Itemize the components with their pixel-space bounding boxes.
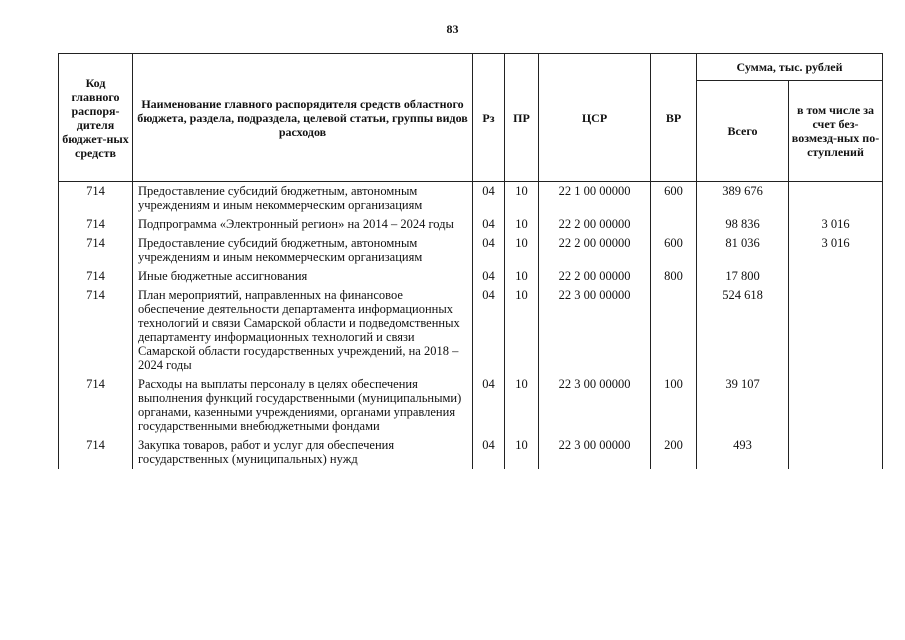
- cell-name: Закупка товаров, работ и услуг для обеспечения государственных (муниципальных) нужд: [133, 436, 473, 469]
- cell-vr: [651, 286, 697, 375]
- cell-pr: 10: [505, 375, 539, 436]
- cell-total: 81 036: [697, 234, 789, 267]
- cell-pr: 10: [505, 215, 539, 234]
- cell-total: 493: [697, 436, 789, 469]
- table-row: [59, 286, 883, 375]
- cell-total: 98 836: [697, 215, 789, 234]
- cell-pr: 10: [505, 436, 539, 469]
- cell-gratis: 3 016: [789, 234, 883, 267]
- header-sum-group: Сумма, тыс. рублей: [697, 54, 883, 81]
- header-csr: ЦСР: [539, 54, 651, 182]
- cell-gratis: [789, 436, 883, 469]
- cell-rz: 04: [473, 286, 505, 375]
- cell-gratis: 3 016: [789, 215, 883, 234]
- table-header: [59, 54, 883, 182]
- cell-vr: 800: [651, 267, 697, 286]
- cell-gratis: [789, 267, 883, 286]
- budget-table: [58, 53, 883, 469]
- cell-vr: 600: [651, 234, 697, 267]
- header-vr: ВР: [651, 54, 697, 182]
- cell-total: 17 800: [697, 267, 789, 286]
- cell-csr: 22 2 00 00000: [539, 234, 651, 267]
- table-body: [59, 182, 883, 470]
- cell-gratis: [789, 375, 883, 436]
- cell-pr: 10: [505, 267, 539, 286]
- cell-code: 714: [59, 234, 133, 267]
- header-gratis: в том числе за счет без-возмезд-ных по-ступлений: [789, 81, 883, 182]
- cell-total: 39 107: [697, 375, 789, 436]
- cell-code: 714: [59, 215, 133, 234]
- table-row: [59, 215, 883, 234]
- cell-csr: 22 2 00 00000: [539, 267, 651, 286]
- cell-name: Иные бюджетные ассигнования: [133, 267, 473, 286]
- table-row: [59, 182, 883, 216]
- cell-rz: 04: [473, 234, 505, 267]
- cell-rz: 04: [473, 215, 505, 234]
- cell-total: 389 676: [697, 182, 789, 216]
- cell-vr: 600: [651, 182, 697, 216]
- cell-total: 524 618: [697, 286, 789, 375]
- cell-gratis: [789, 182, 883, 216]
- cell-vr: 100: [651, 375, 697, 436]
- cell-vr: 200: [651, 436, 697, 469]
- cell-rz: 04: [473, 375, 505, 436]
- cell-code: 714: [59, 267, 133, 286]
- cell-name: План мероприятий, направленных на финансовое обеспечение деятельности департамента информационных технологий и связи Самарской области и подведомственных департаменту информационных технологий и связи Самарской области государственных учреждений, на 2018 – 2024 годы: [133, 286, 473, 375]
- cell-rz: 04: [473, 436, 505, 469]
- cell-name: Предоставление субсидий бюджетным, автономным учреждениям и иным некоммерческим организациям: [133, 182, 473, 216]
- cell-name: Подпрограмма «Электронный регион» на 2014 – 2024 годы: [133, 215, 473, 234]
- cell-code: 714: [59, 375, 133, 436]
- cell-csr: 22 3 00 00000: [539, 286, 651, 375]
- cell-name: Расходы на выплаты персоналу в целях обеспечения выполнения функций государственными (муниципальными) органами, казенными учреждениями, органами управления государственными внебюджетными фондами: [133, 375, 473, 436]
- cell-csr: 22 3 00 00000: [539, 375, 651, 436]
- cell-pr: 10: [505, 182, 539, 216]
- cell-csr: 22 2 00 00000: [539, 215, 651, 234]
- cell-code: 714: [59, 286, 133, 375]
- cell-csr: 22 3 00 00000: [539, 436, 651, 469]
- cell-csr: 22 1 00 00000: [539, 182, 651, 216]
- cell-rz: 04: [473, 267, 505, 286]
- header-pr: ПР: [505, 54, 539, 182]
- cell-name: Предоставление субсидий бюджетным, автономным учреждениям и иным некоммерческим организациям: [133, 234, 473, 267]
- cell-rz: 04: [473, 182, 505, 216]
- page-number: 83: [446, 22, 459, 36]
- table-row: [59, 234, 883, 267]
- header-code: Код главного распоря-дителя бюджет-ных средств: [59, 54, 133, 182]
- cell-gratis: [789, 286, 883, 375]
- header-rz: Рз: [473, 54, 505, 182]
- cell-code: 714: [59, 182, 133, 216]
- header-total: Всего: [697, 81, 789, 182]
- table-row: [59, 375, 883, 436]
- table-row: [59, 267, 883, 286]
- table-row: [59, 436, 883, 469]
- cell-code: 714: [59, 436, 133, 469]
- header-name: Наименование главного распорядителя средств областного бюджета, раздела, подраздела, целевой статьи, группы видов расходов: [133, 54, 473, 182]
- cell-vr: [651, 215, 697, 234]
- cell-pr: 10: [505, 234, 539, 267]
- cell-pr: 10: [505, 286, 539, 375]
